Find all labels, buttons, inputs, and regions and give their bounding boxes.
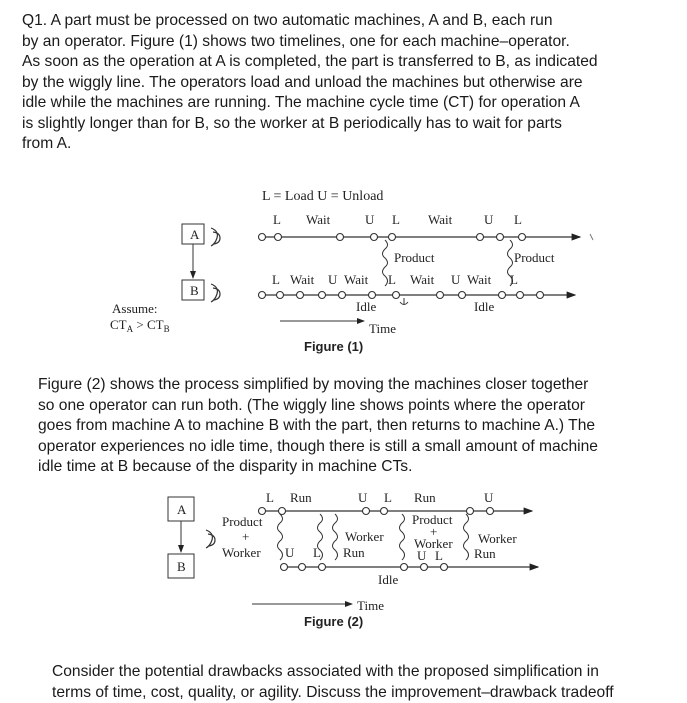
closing-line: terms of time, cost, quality, or agility. Discuss the improvement–drawback tradeoff <box>52 683 672 703</box>
wiggly-transfer-line <box>400 514 405 560</box>
paragraph-2 <box>38 375 663 478</box>
paragraph-line: operator experiences no idle time, though there is still a small amount of machine <box>38 437 663 458</box>
operator-icon <box>211 284 220 302</box>
timeline-label: Wait <box>410 272 435 287</box>
timeline-label: L <box>272 272 280 287</box>
wiggly-transfer-line <box>464 514 469 560</box>
time-label: Time <box>357 598 384 613</box>
worker-label: Worker <box>222 545 261 560</box>
timeline-label: U <box>328 272 338 287</box>
question-line: As soon as the operation at A is completed, the part is transferred to B, as indicated <box>22 52 677 73</box>
timeline-label: U <box>285 545 295 560</box>
paragraph-line: goes from machine A to machine B with the part, then returns to machine A.) The <box>38 416 663 437</box>
paragraph-line: Figure (2) shows the process simplified by moving the machines closer together <box>38 375 663 396</box>
assume-condition: $CT_A > CT_B$ <box>110 317 170 334</box>
timeline-label: L <box>384 490 392 505</box>
timeline-label: L <box>266 490 274 505</box>
product-label: Product <box>514 250 555 265</box>
assume-label: Assume: <box>112 301 158 316</box>
question-line: Q1. A part must be processed on two automatic machines, A and B, each run <box>22 11 677 32</box>
timeline-label: Wait <box>467 272 492 287</box>
question-line: by an operator. Figure (1) shows two timelines, one for each machine–operator. <box>22 32 677 53</box>
connector-mark <box>400 298 408 305</box>
timeline-label: U <box>365 212 375 227</box>
wiggly-transfer-line <box>278 514 283 560</box>
timeline-label: L <box>313 545 321 560</box>
worker-label: Worker <box>345 529 384 544</box>
question-line: is slightly longer than for B, so the worker at B periodically has to wait for parts <box>22 114 677 135</box>
question-line: by the wiggly line. The operators load and unload the machines but otherwise are <box>22 73 677 94</box>
timeline-label: L <box>392 212 400 227</box>
product-label: Product <box>222 514 263 529</box>
timeline-label: Run <box>290 490 312 505</box>
timeline-label: L <box>514 212 522 227</box>
figure-2-caption: Figure (2) <box>304 614 363 629</box>
figure-1-caption: Figure (1) <box>304 339 363 354</box>
run-label: Run <box>474 546 496 561</box>
question-line: idle while the machines are running. The machine cycle time (CT) for operation A <box>22 93 677 114</box>
timeline-label: L <box>388 272 396 287</box>
paragraph-line: idle time at B because of the disparity in machine CTs. <box>38 457 663 478</box>
figure-2 <box>168 490 538 629</box>
timeline-label: U <box>451 272 461 287</box>
legend: L = Load U = Unload <box>262 189 383 204</box>
paragraph-line: so one operator can run both. (The wiggly line shows points where the operator <box>38 396 663 417</box>
machine-b-label: B <box>177 559 186 574</box>
plus-label: + <box>242 529 249 544</box>
product-label: Product <box>394 250 435 265</box>
closing-line: Consider the potential drawbacks associated with the proposed simplification in <box>52 662 672 683</box>
worker-label: Worker <box>478 531 517 546</box>
idle-label: Idle <box>378 572 398 587</box>
stray-mark <box>590 234 593 240</box>
idle-label: Idle <box>356 299 376 314</box>
timeline-label: U <box>484 490 494 505</box>
timeline-label: U <box>484 212 494 227</box>
machine-a-label: A <box>177 502 187 517</box>
plus-label: + <box>430 524 437 539</box>
timeline-label: Wait <box>290 272 315 287</box>
question-line: from A. <box>22 134 677 155</box>
timeline-label: Run <box>414 490 436 505</box>
timeline-label: L <box>510 272 518 287</box>
timeline-label: Wait <box>428 212 453 227</box>
timeline-label: Wait <box>306 212 331 227</box>
product-label: Product <box>412 512 453 527</box>
timeline-label: U <box>417 548 427 563</box>
timeline-label: L <box>435 548 443 563</box>
machine-b-label: B <box>190 283 199 298</box>
operator-icon <box>206 530 215 548</box>
timeline-label: U <box>358 490 368 505</box>
run-label: Run <box>343 545 365 560</box>
wiggly-transfer-line <box>383 240 388 286</box>
figure-1 <box>110 189 593 354</box>
closing-paragraph <box>52 662 672 703</box>
worker-label: Worker <box>414 536 453 551</box>
timeline-label: Wait <box>344 272 369 287</box>
time-label: Time <box>369 321 396 336</box>
timeline-label: L <box>273 212 281 227</box>
idle-label: Idle <box>474 299 494 314</box>
machine-a-label: A <box>190 227 200 242</box>
operator-icon <box>211 228 220 246</box>
wiggly-transfer-line <box>333 514 338 560</box>
